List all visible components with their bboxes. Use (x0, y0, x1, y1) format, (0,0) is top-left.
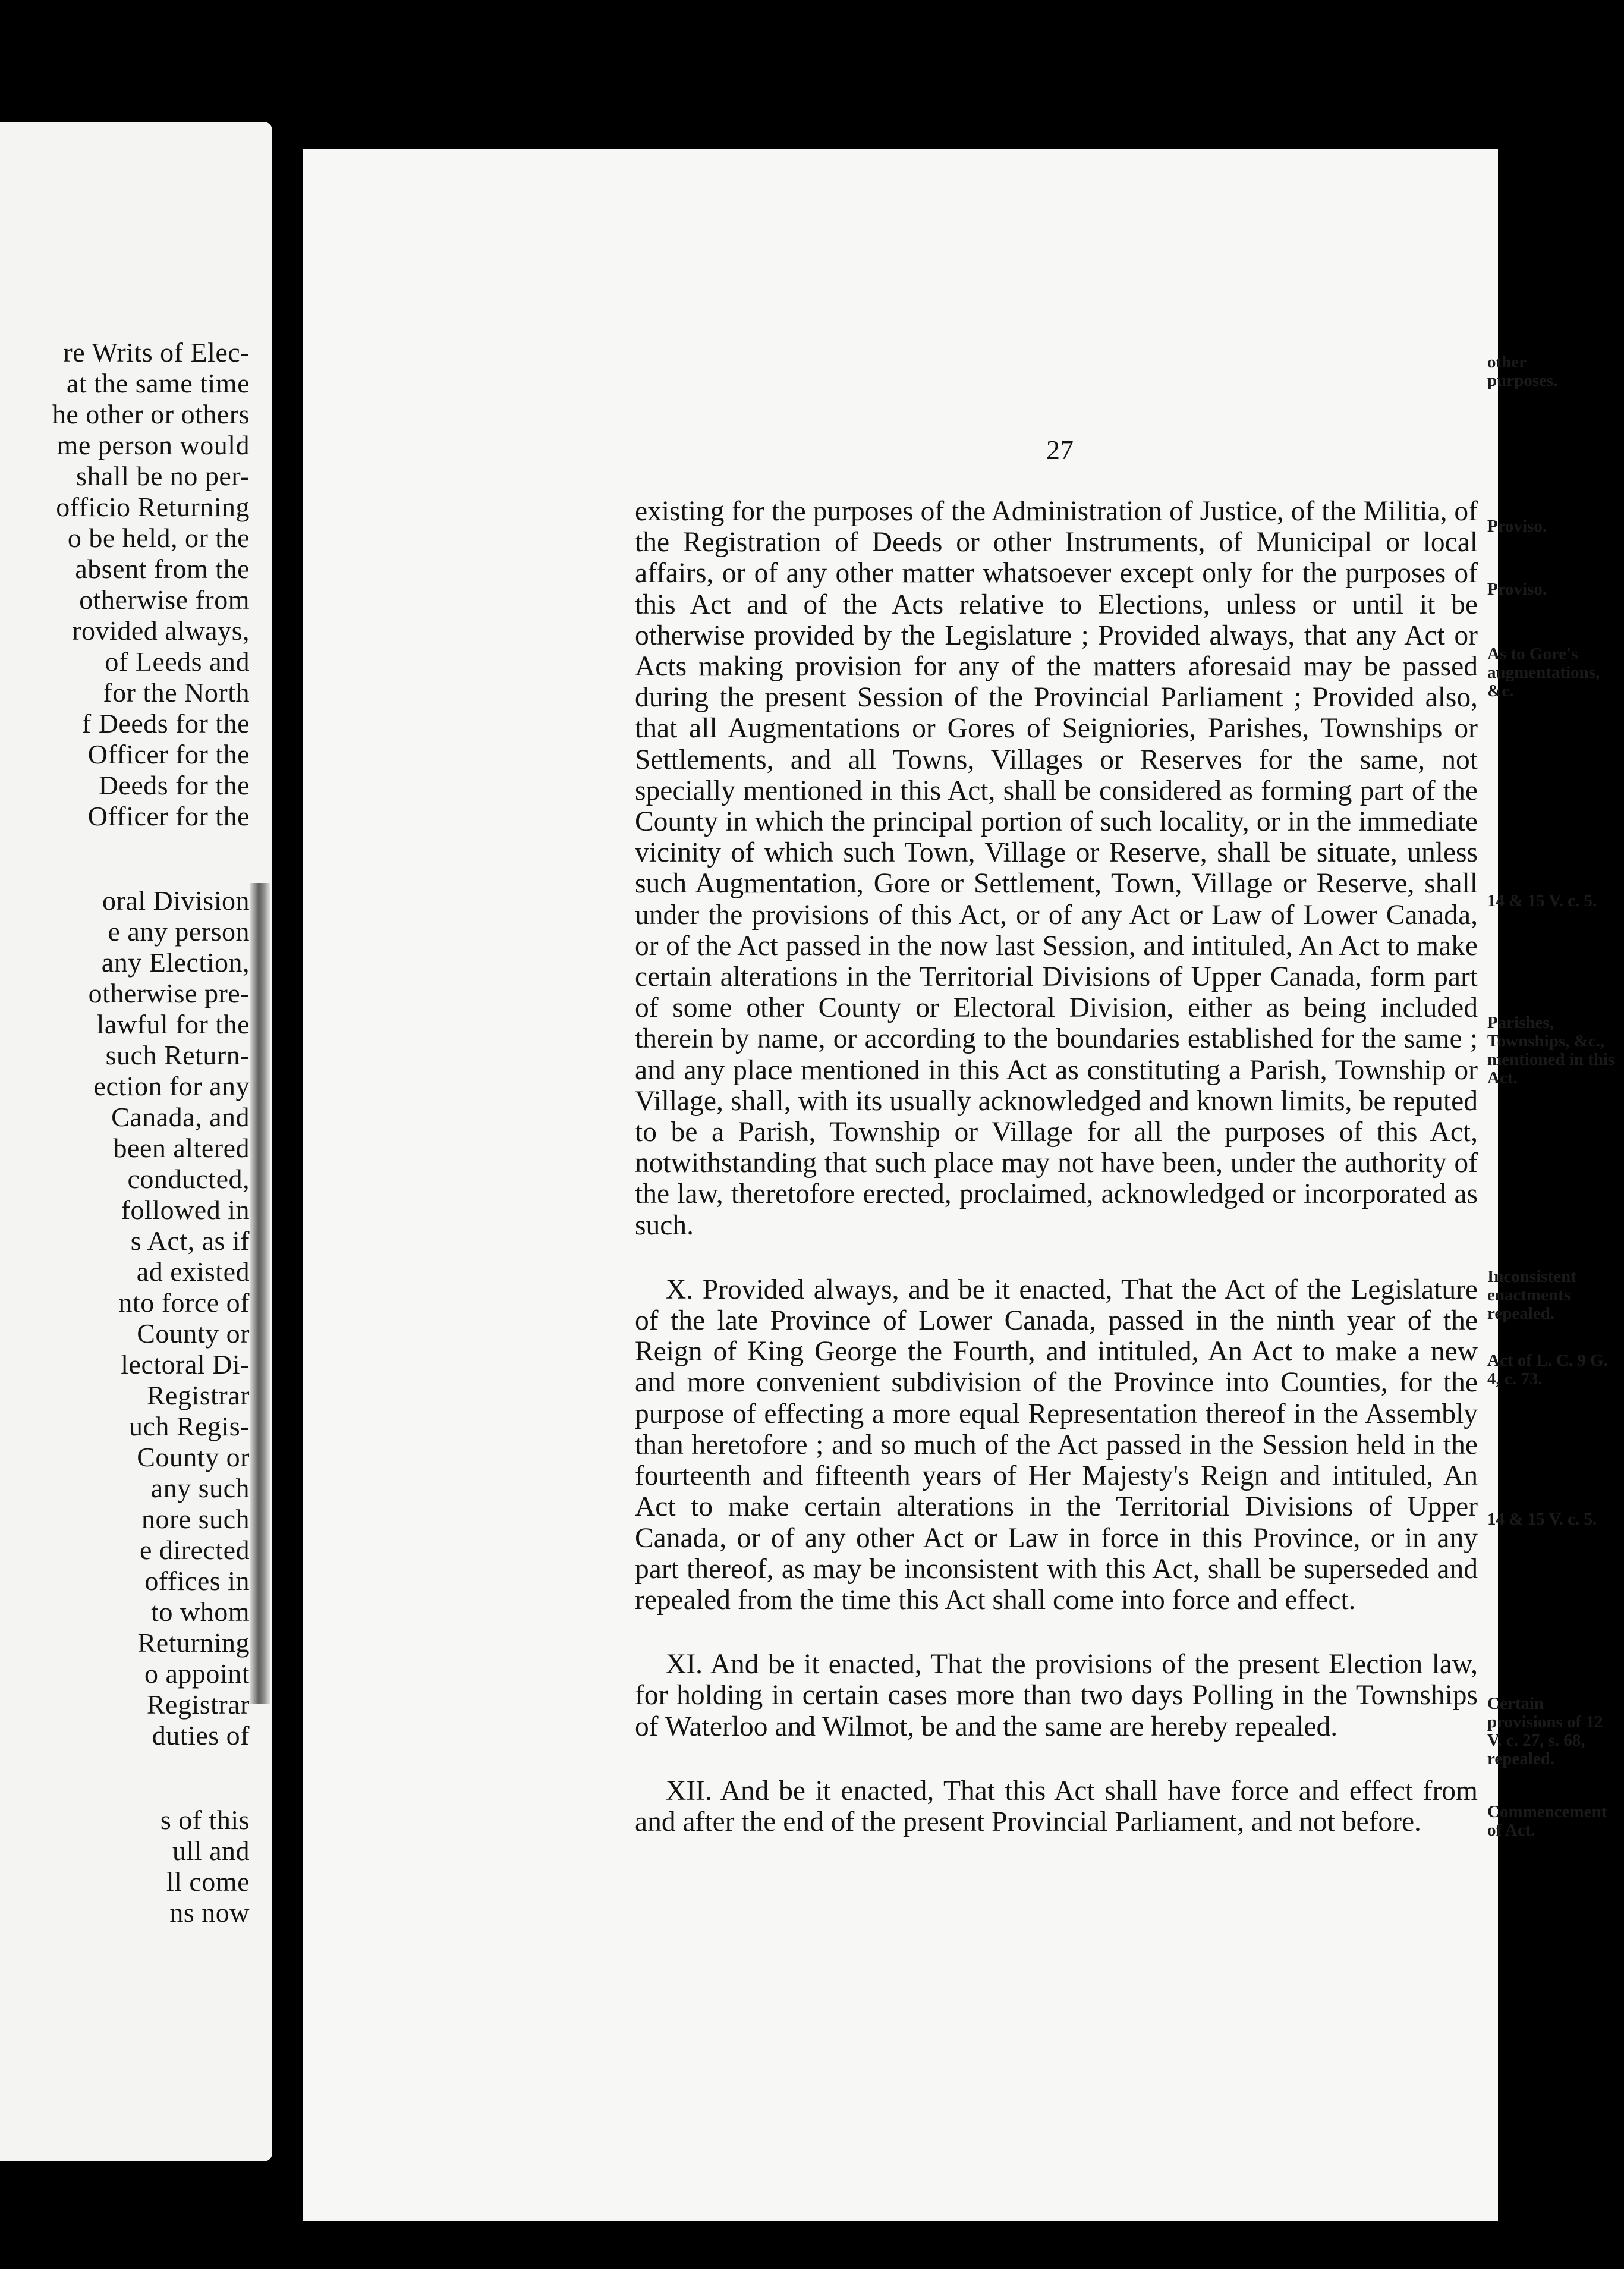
previous-page-line: shall be no per- (76, 461, 250, 491)
previous-page-line: me person would (56, 430, 250, 460)
previous-page-line: Returning (137, 1627, 250, 1658)
previous-page-line: duties of (152, 1720, 250, 1751)
section-xii: XII. And be it enacted, That this Act shall have force and effect from and after the end of the present Provincial Parliament, and not before. (635, 1775, 1478, 1837)
previous-page-line: otherwise pre- (88, 978, 250, 1008)
margin-note-statute-2: 14 & 15 V. c. 5. (1487, 1510, 1597, 1529)
margin-note-parishes: Parishes, Townships, &c., mentioned in this Act. (1487, 1013, 1615, 1088)
previous-page-line: he other or others (52, 399, 250, 429)
margin-note-proviso-2: Proviso. (1487, 580, 1547, 599)
paragraph-continued: existing for the purposes of the Administration of Justice, of the Militia, of the Registration of Deeds or other Instruments, of Municipal or local affairs, or of any other matter whatsoever except only for the purposes of this Act and of the Acts relative to Elections, unless or until it be otherwise provided by the Legislature ; Provided always, that any Act or Acts making provision for any of the matters aforesaid may be passed during the present Session of the Provincial Parliament ; Provided also, that all Augmentations or Gores of Seigniories, Parishes, Townships or Settlements, and all Towns, Villages or Reserves for the same, not specially mentioned in this Act, shall be considered as forming part of the County in which the principal portion of such locality, or in the immediate vicinity of which such Town, Village or Reserve, shall be situate, unless such Augmentation, Gore or Settlement, Town, Village or Reserve, shall under the provisions of this Act, or of any Act or Law of Lower Canada, or of the Act passed in the now last Session, and intituled, An Act to make certain alterations in the Territorial Divisions of Upper Canada, form part of some other County or Electoral Division, either as being included therein by name, or according to the boundaries established for the same ; and any place mentioned in this Act as constituting a Parish, Township or Village, shall, with its usually acknowledged and known limits, be reputed to be a Parish, Township or Village for all the purposes of this Act, notwithstanding that such place may not have been, under the authority of the law, theretofore erected, proclaimed, acknowledged or incorporated as such. (635, 496, 1478, 1241)
previous-page-line: lawful for the (96, 1009, 250, 1039)
previous-page-line: Canada, and (111, 1102, 250, 1132)
paragraph-gap (0, 832, 250, 885)
previous-page-line: followed in (121, 1195, 250, 1225)
document-page (303, 149, 1615, 2221)
previous-page-line: uch Regis- (128, 1411, 250, 1441)
previous-page-line: Officer for the (87, 739, 250, 769)
previous-page-line: s Act, as if (130, 1225, 250, 1256)
margin-note-certain-provisions: Certain provisions of 12 V. c. 27, s. 68, repealed. (1487, 1694, 1603, 1768)
previous-page-line: offices in (144, 1566, 250, 1596)
previous-page-line: o appoint (144, 1658, 250, 1689)
previous-page-text (0, 337, 250, 1928)
previous-page-line: ection for any (93, 1071, 250, 1101)
previous-page-line: re Writs of Elec- (63, 337, 250, 367)
previous-page-line: at the same time (66, 368, 250, 398)
previous-page-line: for the North (103, 677, 250, 708)
previous-page-line: ll come (166, 1866, 250, 1897)
previous-page-line: Registrar (146, 1380, 250, 1410)
previous-page-line: such Return- (105, 1040, 250, 1070)
margin-note-gores: As to Gore's augmentations, &c. (1487, 645, 1600, 700)
margin-note-act-lc: Act of L. C. 9 G. 4, c. 73. (1487, 1351, 1608, 1388)
previous-page-line: s of this (160, 1805, 250, 1835)
body-text (635, 496, 1478, 1837)
previous-page-line: any such (150, 1473, 250, 1503)
previous-page-line: to whom (151, 1597, 250, 1627)
margin-note-other-purposes: other purposes. (1487, 353, 1558, 390)
previous-page-line: o be held, or the (67, 523, 250, 553)
margin-note-proviso-1: Proviso. (1487, 517, 1547, 536)
section-x: X. Provided always, and be it enacted, That the Act of the Legislature of the late Province of Lower Canada, passed in the ninth year of the Reign of King George the Fourth, and intituled, An Act to make a new and more convenient subdivision of the Province into Counties, for the purpose of effecting a more equal Representation thereof in the Assembly than heretofore ; and so much of the Act passed in the Session held in the fourteenth and fifteenth years of Her Majesty's Reign and intituled, An Act to make certain alterations in the Territorial Divisions of Upper Canada, or of any other Act or Law in force in this Province, or in any part thereof, as may be inconsistent with this Act, shall be superseded and repealed from the time this Act shall come into force and effect. (635, 1274, 1478, 1616)
margin-note-inconsistent: Inconsistent enactments repealed. (1487, 1267, 1576, 1323)
page-number: 27 (1046, 435, 1074, 465)
previous-page-line: nto force of (118, 1287, 250, 1318)
previous-page-line: of Leeds and (105, 646, 250, 677)
previous-page-line: f Deeds for the (81, 708, 250, 738)
previous-page-line: absent from the (75, 554, 250, 584)
previous-page-fragment (0, 122, 272, 2161)
previous-page-line: nore such (141, 1504, 250, 1534)
previous-page-line: ns now (169, 1897, 250, 1928)
previous-page-line: County or (137, 1318, 250, 1349)
previous-page-line: Deeds for the (98, 770, 250, 800)
book-binding-shadow (250, 883, 270, 1704)
previous-page-line: rovided always, (72, 615, 250, 646)
section-xi: XI. And be it enacted, That the provisions of the present Election law, for holding in certain cases more than two days Polling in the Townships of Waterloo and Wilmot, be and the same are hereby repealed. (635, 1649, 1478, 1742)
previous-page-line: Officer for the (87, 801, 250, 831)
margin-note-commencement: Commencement of Act. (1487, 1802, 1607, 1840)
previous-page-line: officio Returning (56, 492, 250, 522)
previous-page-line: been altered (113, 1133, 250, 1163)
margin-note-statute-1: 14 & 15 V. c. 5. (1487, 891, 1597, 910)
previous-page-line: Registrar (146, 1689, 250, 1720)
previous-page-line: ull and (172, 1836, 250, 1866)
previous-page-line: lectoral Di- (121, 1349, 250, 1379)
previous-page-line: oral Division (102, 885, 250, 916)
previous-page-line: conducted, (127, 1164, 250, 1194)
previous-page-line: ad existed (136, 1256, 250, 1287)
previous-page-line: e directed (139, 1535, 250, 1565)
previous-page-line: otherwise from (79, 584, 250, 615)
previous-page-line: e any person (108, 916, 250, 947)
previous-page-line: County or (137, 1442, 250, 1472)
paragraph-gap (0, 1751, 250, 1805)
previous-page-line: any Election, (101, 947, 250, 978)
